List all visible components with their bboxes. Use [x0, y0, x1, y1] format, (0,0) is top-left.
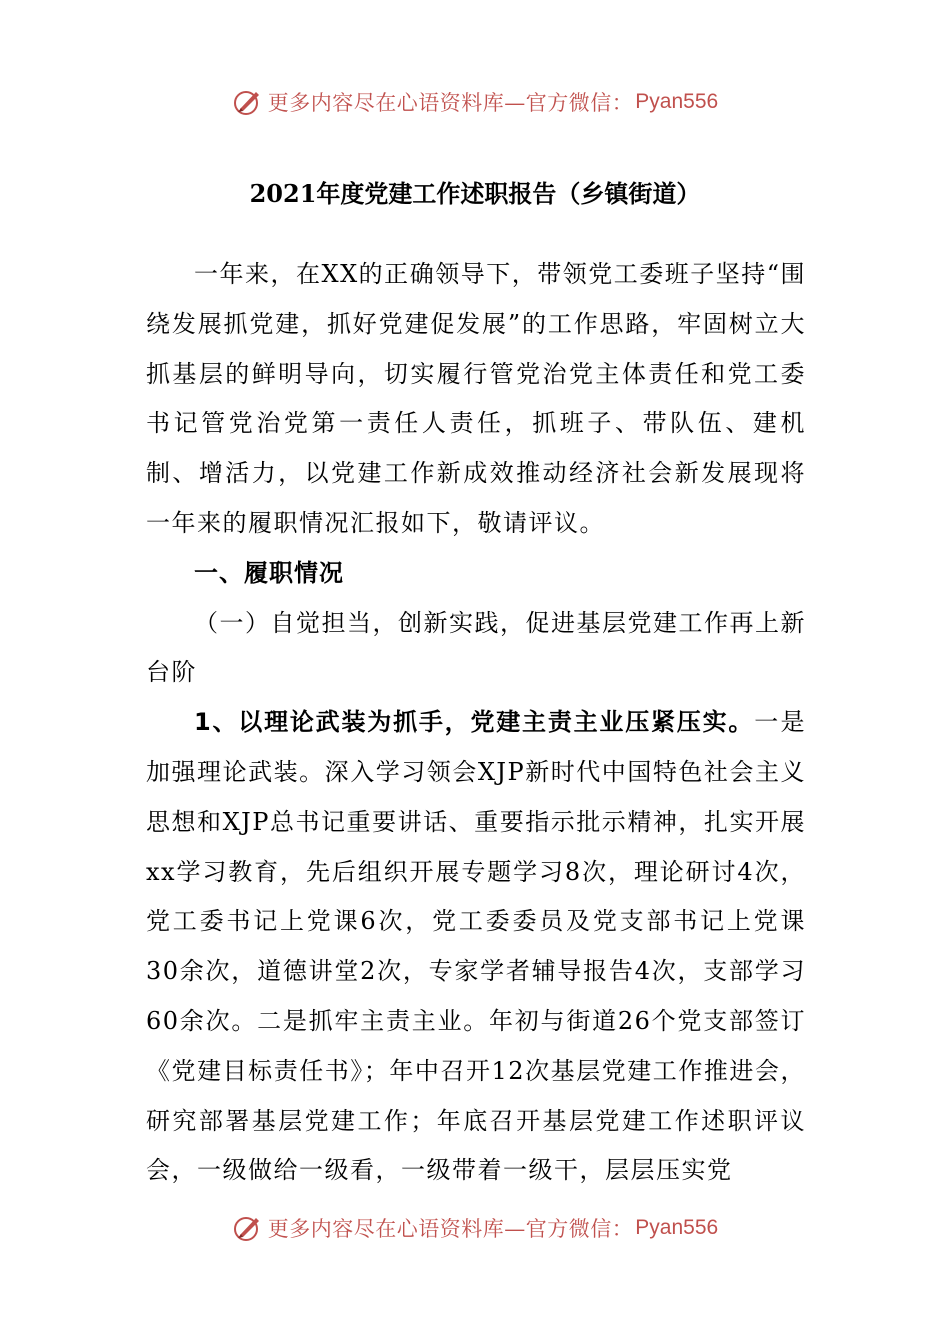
item-paragraph: [146, 698, 806, 1196]
watermark-text: 更多内容尽在心语资料库—官方微信：: [267, 91, 634, 115]
item-body: 一是加强理论武装。深入学习领会XJP新时代中国特色社会主义思想和XJP总书记重要讲话、重要指示批示精神，扎实开展xx学习教育，先后组织开展专题学习8次，理论研讨4次，党工委书记上党课6次，党工委委员及党支部书记上党课30余次，道德讲堂2次，专家学者辅导报告4次，支部学习60余次。二是抓牢主责主业。年初与街道26个党支部签订《党建目标责任书》；年中召开12次基层党建工作推进会，研究部署基层党建工作；年底召开基层党建工作述职评议会，一级做给一级看，一级带着一级干，层层压实党: [146, 708, 806, 1185]
intro-paragraph: 一年来，在XX的正确领导下，带领党工委班子坚持“围绕发展抓党建，抓好党建促发展”的工作思路，牢固树立大抓基层的鲜明导向，切实履行管党治党主体责任和党工委书记管党治党第一责任人责任，抓班子、带队伍、建机制、增活力，以党建工作新成效推动经济社会新发展现将一年来的履职情况汇报如下，敬请评议。: [146, 260, 806, 537]
document-title: 2021年度党建工作述职报告（乡镇街道）: [249, 179, 701, 208]
item-lead: 1、以理论武装为抓手，党建主责主业压紧压实。: [194, 708, 755, 737]
watermark-wechat-id: Pyan556: [635, 1216, 719, 1239]
watermark-footer: [0, 1208, 950, 1248]
watermark-text: 更多内容尽在心语资料库—官方微信：: [267, 1217, 634, 1241]
section-heading: 一、履职情况: [194, 558, 344, 587]
subsection-heading: （一）自觉担当，创新实践，促进基层党建工作再上新台阶: [146, 608, 806, 687]
watermark-wechat-id: Pyan556: [635, 90, 719, 113]
watermark-header: [0, 82, 950, 122]
quill-logo-icon: [232, 87, 262, 117]
quill-logo-icon: [232, 1213, 262, 1243]
document-body: [146, 250, 806, 1196]
